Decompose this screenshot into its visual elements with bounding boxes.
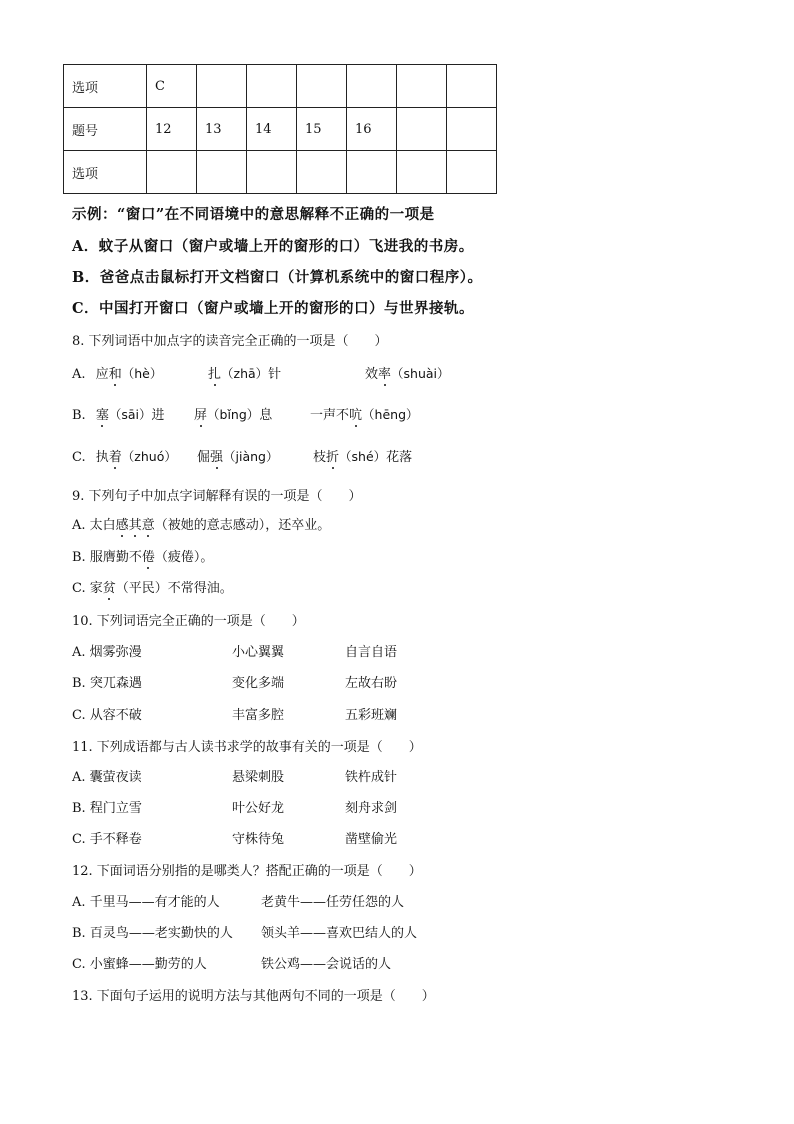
- option-text: 小蜜蜂——勤劳的人: [89, 957, 207, 972]
- q13-stem: 13. 下面句子运用的说明方法与其他两句不同的一项是（ ）: [72, 989, 435, 1004]
- table-cell: 16: [347, 108, 397, 151]
- q10-option-a: [72, 641, 142, 660]
- option-text: 烟雾弥漫: [89, 645, 142, 660]
- word-text: 一声不: [310, 408, 350, 423]
- option-label: B.: [72, 801, 86, 816]
- table-cell: [197, 65, 247, 108]
- word-text: （被她的意志感动），还卒业。: [154, 518, 331, 533]
- table-row: [64, 108, 497, 151]
- q8-option-c-word3: [313, 446, 412, 465]
- q8-option-c: [72, 446, 177, 465]
- pinyin: （jiàng）: [223, 449, 279, 464]
- example-stem: 示例：“窗口”在不同语境中的意思解释不正确的一项是: [72, 206, 435, 223]
- q12-option-c-col2: 铁公鸡——会说话的人: [261, 957, 392, 972]
- example-option-a: A．蚊子从窗口（窗户或墙上开的窗形的口）飞进我的书房。: [72, 238, 474, 255]
- option-text: 手不释卷: [89, 832, 142, 847]
- q10-option-b-col2: 变化多端: [232, 676, 285, 691]
- table-cell: [347, 65, 397, 108]
- table-cell: [397, 151, 447, 194]
- table-cell: [347, 151, 397, 194]
- q11-option-a-col2: 悬梁刺股: [232, 770, 285, 785]
- q10-option-a-col2: 小心翼翼: [232, 645, 285, 660]
- table-row: [64, 65, 497, 108]
- word-text: 应: [95, 367, 109, 382]
- pinyin: （bǐng）: [207, 407, 260, 422]
- table-cell: [247, 151, 297, 194]
- q8-option-a-word3: [365, 363, 450, 382]
- q12-stem: 12. 下面词语分别指的是哪类人？搭配正确的一项是（ ）: [72, 864, 422, 879]
- table-cell: [447, 108, 497, 151]
- word-text: A. 太白: [72, 518, 116, 533]
- option-label: B.: [72, 408, 86, 423]
- dotted-char: 着: [109, 446, 122, 465]
- option-text: 百灵鸟——老实勤快的人: [89, 926, 233, 941]
- q10-option-a-col3: 自言自语: [345, 645, 398, 660]
- option-label: B.: [72, 926, 86, 941]
- table-cell: C: [147, 65, 197, 108]
- table-cell: [197, 151, 247, 194]
- q11-option-c: [72, 828, 142, 847]
- option-label: A.: [72, 895, 86, 910]
- option-label: C.: [72, 450, 86, 465]
- q11-option-c-col2: 守株待兔: [232, 832, 285, 847]
- table-cell: [447, 151, 497, 194]
- dotted-char: 折: [326, 446, 339, 465]
- q11-option-a-col3: 铁杵成针: [345, 770, 398, 785]
- word-text: 枝: [313, 450, 327, 465]
- pinyin: （hēng）: [362, 407, 419, 422]
- q9-stem: 9. 下列句子中加点字词解释有误的一项是（ ）: [72, 489, 362, 504]
- option-text: 突兀森遇: [89, 676, 142, 691]
- dotted-char: 率: [378, 363, 391, 382]
- q8-option-c-word2: [197, 446, 279, 465]
- table-cell: 14: [247, 108, 297, 151]
- q8-option-b-word2: [194, 404, 272, 423]
- pinyin: （zhā）: [221, 366, 269, 381]
- dotted-char: 和: [109, 363, 122, 382]
- option-label: C.: [72, 957, 86, 972]
- q12-option-a-col2: 老黄牛——任劳任怨的人: [261, 895, 405, 910]
- word-text: 效: [365, 367, 379, 382]
- dotted-char: 强: [210, 446, 223, 465]
- q10-option-c: [72, 704, 142, 723]
- dotted-char: 感: [116, 514, 129, 533]
- dotted-char: 扎: [208, 363, 221, 382]
- option-label: A.: [72, 367, 86, 382]
- q10-stem: 10. 下列词语完全正确的一项是（ ）: [72, 614, 305, 629]
- table-cell: [397, 65, 447, 108]
- option-label: A.: [72, 645, 86, 660]
- q11-option-c-col3: 凿壁偷光: [345, 832, 398, 847]
- q8-stem: 8. 下列词语中加点字的读音完全正确的一项是（ ）: [72, 334, 388, 349]
- q11-stem: 11. 下列成语都与古人读书求学的故事有关的一项是（ ）: [72, 740, 422, 755]
- dotted-char: 倦: [142, 546, 155, 565]
- pinyin: （sāi）: [108, 407, 152, 422]
- q12-option-b-col2: 领头羊——喜欢巴结人的人: [261, 926, 418, 941]
- table-cell: 13: [197, 108, 247, 151]
- dotted-char: 其: [129, 514, 142, 533]
- q10-option-c-col3: 五彩班斓: [345, 708, 398, 723]
- table-cell: 题号: [64, 108, 147, 151]
- table-cell: 选项: [64, 151, 147, 194]
- q9-option-b: [72, 546, 213, 565]
- answer-table: [63, 64, 497, 194]
- table-cell: 选项: [64, 65, 147, 108]
- pinyin: （hè）: [121, 366, 163, 381]
- option-label: B.: [72, 676, 86, 691]
- q8-option-b-word3: [310, 404, 419, 423]
- q11-option-b: [72, 797, 142, 816]
- word-text: 执: [95, 450, 109, 465]
- q12-option-c: [72, 953, 207, 972]
- pinyin: （zhuó）: [121, 449, 177, 464]
- pinyin: （shuài）: [391, 366, 450, 381]
- word-text: 进: [151, 408, 165, 423]
- word-text: C. 家: [72, 581, 103, 596]
- option-text: 囊萤夜读: [89, 770, 142, 785]
- q12-option-b: [72, 922, 233, 941]
- q11-option-a: [72, 766, 142, 785]
- q8-option-a: [72, 363, 162, 382]
- option-text: 程门立雪: [89, 801, 142, 816]
- q8-option-b: [72, 404, 165, 423]
- q11-option-b-col3: 刻舟求剑: [345, 801, 398, 816]
- table-cell: 15: [297, 108, 347, 151]
- word-text: 针: [268, 367, 282, 382]
- example-option-b: B．爸爸点击鼠标打开文档窗口（计算机系统中的窗口程序）。: [72, 269, 483, 286]
- option-text: 从容不破: [89, 708, 142, 723]
- option-label: C.: [72, 708, 86, 723]
- q10-option-b-col3: 左故右盼: [345, 676, 398, 691]
- q10-option-b: [72, 672, 142, 691]
- pinyin: （shé）: [339, 449, 387, 464]
- dotted-char: 塞: [96, 404, 109, 423]
- table-cell: 12: [147, 108, 197, 151]
- q9-option-c: [72, 577, 233, 596]
- option-label: C.: [72, 832, 86, 847]
- option-label: A.: [72, 770, 86, 785]
- table-row: [64, 151, 497, 194]
- table-cell: [297, 151, 347, 194]
- word-text: 花落: [386, 450, 413, 465]
- word-text: 倔: [197, 450, 211, 465]
- dotted-char: 意: [142, 514, 155, 533]
- dotted-char: 屏: [194, 404, 207, 423]
- table-cell: [247, 65, 297, 108]
- q10-option-c-col2: 丰富多腔: [232, 708, 285, 723]
- table-cell: [297, 65, 347, 108]
- dotted-char: 贫: [103, 577, 116, 596]
- table-cell: [397, 108, 447, 151]
- q9-option-a: [72, 514, 330, 533]
- word-text: 息: [259, 408, 273, 423]
- word-text: （疲倦）。: [154, 550, 214, 565]
- word-text: （平民）不常得油。: [115, 581, 233, 596]
- q12-option-a: [72, 891, 220, 910]
- word-text: B. 服膺勤不: [72, 550, 142, 565]
- table-cell: [447, 65, 497, 108]
- option-text: 千里马——有才能的人: [89, 895, 220, 910]
- example-option-c: C．中国打开窗口（窗户或墙上开的窗形的口）与世界接轨。: [72, 300, 475, 317]
- table-cell: [147, 151, 197, 194]
- q8-option-a-word2: [208, 363, 281, 382]
- dotted-char: 吭: [349, 404, 362, 423]
- q11-option-b-col2: 叶公好龙: [232, 801, 285, 816]
